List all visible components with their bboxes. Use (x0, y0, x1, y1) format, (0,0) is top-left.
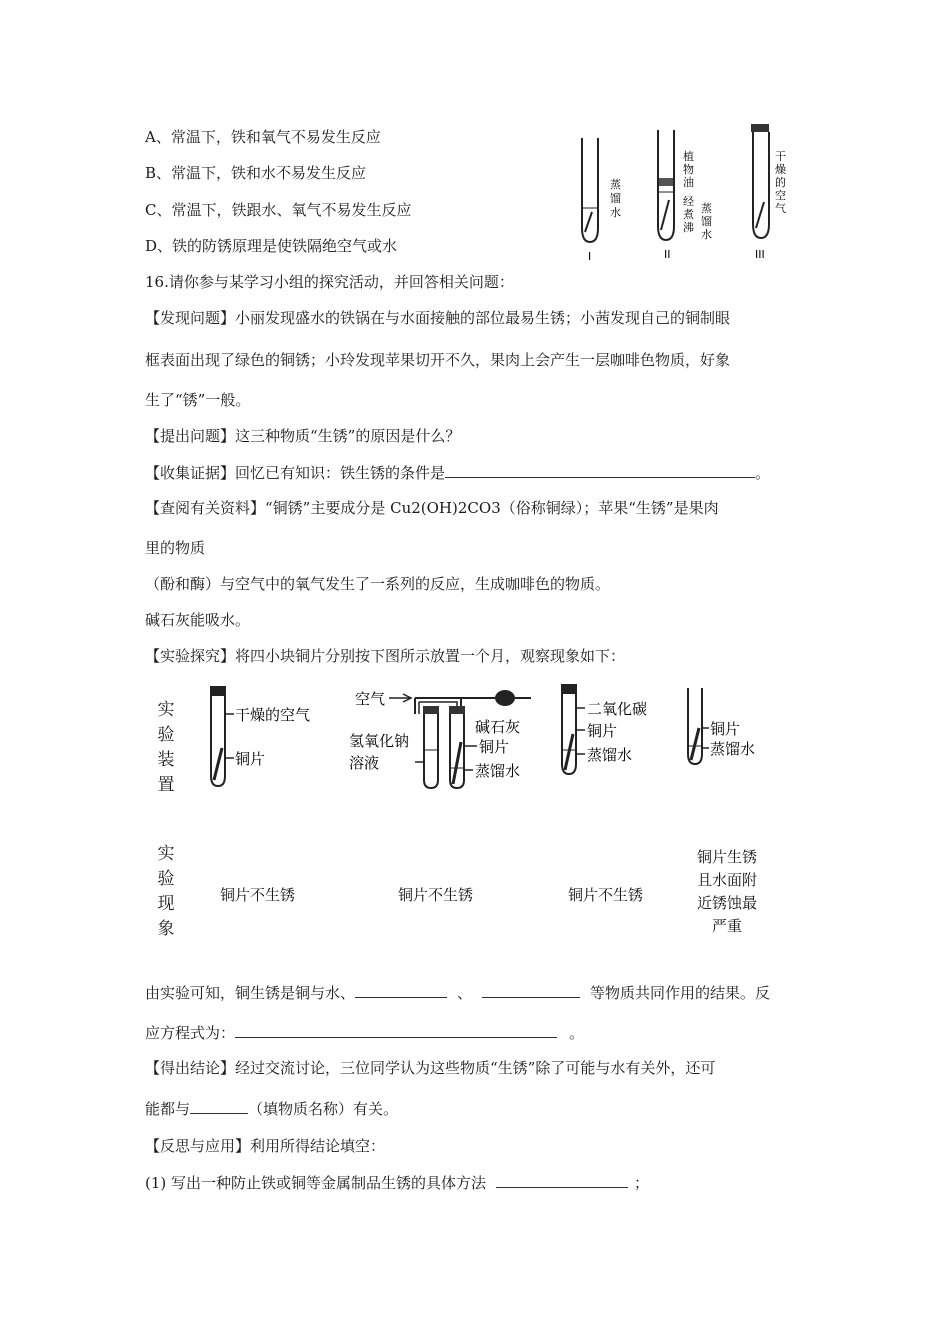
conclusion-line-2 (145, 1098, 398, 1119)
item-1-line (145, 1172, 649, 1193)
conclusion-2b: （填物质名称）有关。 (248, 1100, 399, 1118)
setup-b-water: 蒸馏水 (475, 762, 521, 780)
result-line-2 (145, 1022, 584, 1043)
tube-2-num: II (664, 248, 671, 261)
experiment-line: 【实验探究】将四小块铜片分别按下图所示放置一个月，观察现象如下： (145, 647, 626, 665)
result-2b: 。 (569, 1024, 585, 1042)
setup-c-figure (555, 684, 665, 784)
iron-rust-tubes-figure (570, 120, 800, 270)
item-1a: (1) 写出一种防止铁或铜等金属制品生锈的具体方法 (145, 1174, 487, 1192)
lookup-line-4: 碱石灰能吸水。 (145, 611, 251, 629)
question-line: 【提出问题】这三种物质“生锈”的原因是什么？ (145, 427, 461, 445)
reflect-line: 【反思与应用】利用所得结论填空： (145, 1137, 386, 1155)
setup-d-copper: 铜片 (710, 720, 741, 738)
item-1b: ； (634, 1174, 650, 1192)
svg-text:水: 水 (701, 228, 712, 241)
setup-b-naoh-1: 氢氧化钠 (349, 732, 410, 750)
svg-text:空: 空 (775, 189, 786, 202)
setup-header-char-2: 验 (157, 725, 175, 745)
tube-1 (582, 138, 621, 263)
phenomenon-4-line-1: 铜片生锈 (696, 848, 757, 866)
svg-text:气: 气 (775, 202, 786, 215)
q16-title: 16.请你参与某学习小组的探究活动，并回答相关问题： (145, 273, 514, 291)
svg-text:经: 经 (683, 195, 694, 208)
svg-text:沸: 沸 (683, 221, 694, 234)
svg-text:燥: 燥 (775, 163, 786, 176)
setup-b-figure (345, 684, 545, 794)
tube-1-label-2: 馏 (610, 192, 621, 205)
setup-c-water: 蒸馏水 (587, 746, 633, 764)
evidence-prefix: 【收集证据】回忆已有知识：铁生锈的条件是 (145, 464, 446, 482)
phenomenon-3: 铜片不生锈 (568, 886, 644, 904)
tube-2 (658, 130, 712, 261)
setup-d-figure (680, 684, 790, 784)
result-1c: 等物质共同作用的结果。反 (590, 984, 771, 1002)
conclusion-blank[interactable] (190, 1098, 248, 1114)
svg-text:油: 油 (683, 176, 694, 189)
equation-blank[interactable] (235, 1022, 557, 1038)
evidence-suffix: 。 (755, 464, 771, 482)
item-1-blank[interactable] (496, 1172, 628, 1188)
result-1a: 由实验可知，铜生锈是铜与水、 (145, 984, 356, 1002)
setup-a-copper: 铜片 (235, 750, 266, 768)
result-2a: 应方程式为： (145, 1024, 236, 1042)
setup-b-air: 空气 (355, 690, 386, 708)
setup-header-char-3: 装 (157, 750, 175, 770)
lookup-line-3: （酚和酶）与空气中的氧气发生了一系列的反应，生成咖啡色的物质。 (145, 575, 611, 593)
svg-text:植: 植 (683, 150, 694, 163)
discover-line-2: 框表面出现了绿色的铜锈；小玲发现苹果切开不久，果肉上会产生一层咖啡色物质，好象 (145, 351, 731, 369)
discover-line-3: 生了“锈”一般。 (145, 391, 251, 409)
svg-text:蒸: 蒸 (701, 202, 712, 215)
setup-c-co2: 二氧化碳 (587, 700, 648, 718)
tube-1-num: I (588, 250, 592, 263)
svg-text:干: 干 (775, 150, 786, 163)
setup-b-soda-lime: 碱石灰 (475, 718, 521, 736)
lookup-line-1: 【查阅有关资料】“铜锈”主要成分是 Cu2(OH)2CO3（俗称铜绿）；苹果“生锈”是果肉 (145, 499, 719, 517)
setup-b-copper: 铜片 (479, 738, 510, 756)
setup-header-char-1: 实 (157, 700, 175, 720)
tube-3 (751, 124, 786, 261)
svg-text:煮: 煮 (683, 208, 694, 221)
choice-c: C、常温下，铁跟水、氧气不易发生反应 (145, 201, 412, 219)
result-blank-1[interactable] (355, 982, 447, 998)
conclusion-line-1: 【得出结论】经过交流讨论，三位同学认为这些物质“生锈”除了可能与水有关外，还可 (145, 1059, 716, 1077)
setup-a-figure (200, 684, 330, 794)
phenomenon-4 (692, 846, 762, 938)
setup-header-char-4: 置 (157, 775, 175, 795)
phenomenon-4-line-2: 且水面附 (696, 871, 757, 889)
setup-header (156, 698, 176, 798)
phenomenon-2: 铜片不生锈 (398, 886, 474, 904)
tube-1-label-3: 水 (610, 206, 621, 219)
setup-c-copper: 铜片 (587, 722, 618, 740)
result-line-1 (145, 982, 770, 1003)
result-1b: 、 (457, 984, 473, 1002)
svg-text:物: 物 (683, 163, 694, 176)
result-blank-2[interactable] (482, 982, 580, 998)
tube-1-label-1: 蒸 (610, 178, 621, 191)
setup-b-naoh-2: 溶液 (349, 754, 380, 772)
discover-line-1: 【发现问题】小丽发现盛水的铁锅在与水面接触的部位最易生锈；小茜发现自己的铜制眼 (145, 309, 731, 327)
phenomenon-header: 实 验 现 象 (157, 844, 175, 939)
tube-3-num: III (755, 248, 765, 261)
phenomenon-1: 铜片不生锈 (220, 886, 296, 904)
setup-a-dry-air: 干燥的空气 (235, 706, 311, 724)
evidence-line (145, 462, 770, 483)
setup-d-water: 蒸馏水 (710, 740, 756, 758)
phenomenon-4-line-3: 近锈蚀最 (696, 894, 757, 912)
svg-text:的: 的 (775, 176, 786, 189)
svg-text:馏: 馏 (701, 215, 712, 228)
choice-a: A、常温下，铁和氧气不易发生反应 (145, 128, 381, 146)
choice-b: B、常温下，铁和水不易发生反应 (145, 164, 367, 182)
lookup-line-2: 里的物质 (145, 539, 206, 557)
phenomenon-4-line-4: 严重 (711, 917, 742, 935)
choice-d: D、铁的防锈原理是使铁隔绝空气或水 (145, 237, 398, 255)
evidence-blank[interactable] (445, 462, 755, 478)
conclusion-2a: 能都与 (145, 1100, 191, 1118)
